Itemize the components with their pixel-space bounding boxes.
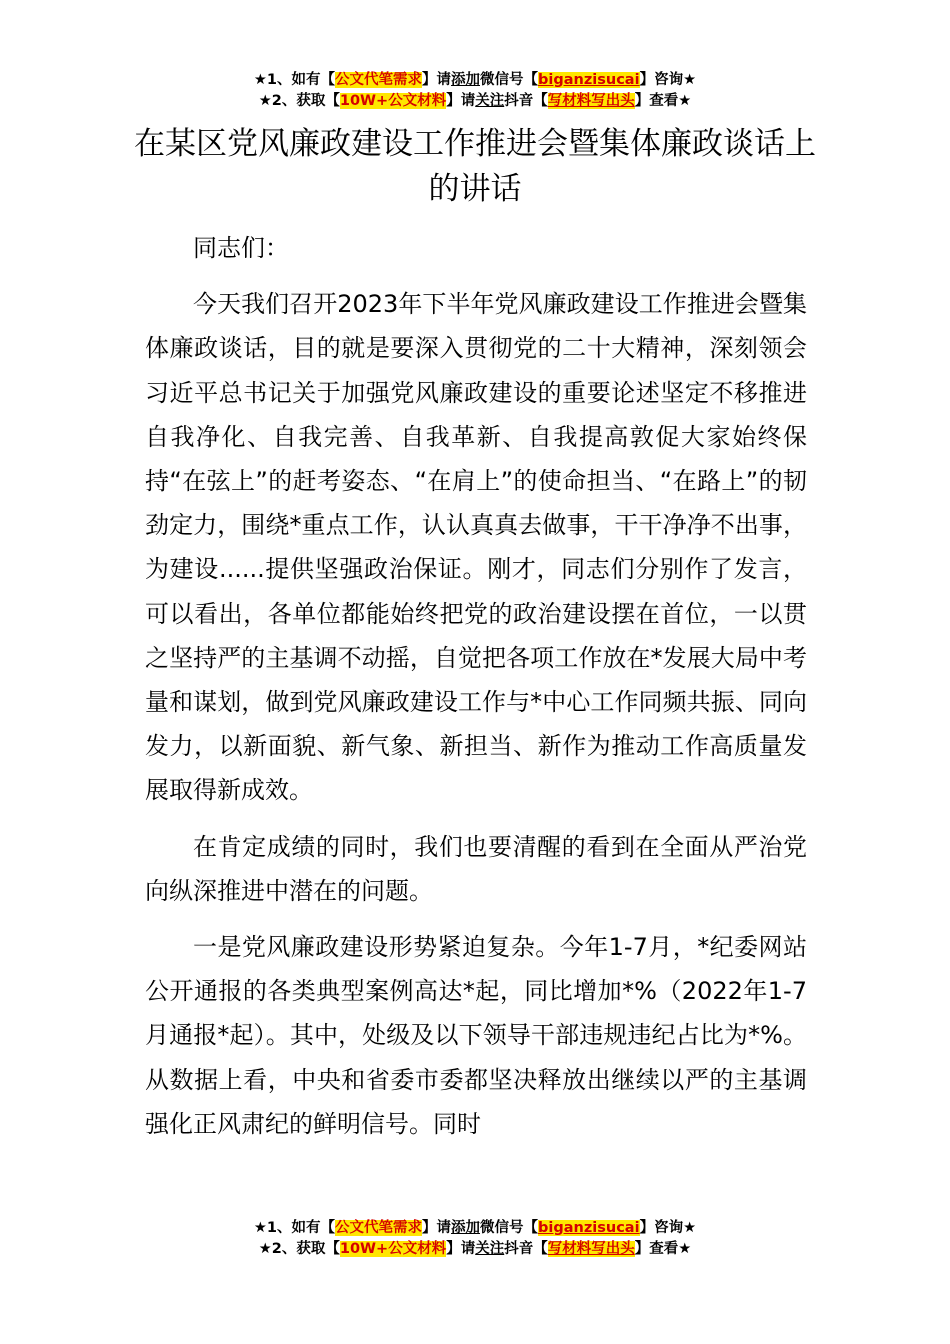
banner-text: ★2、获取【: [258, 93, 340, 109]
paragraph: 在肯定成绩的同时，我们也要清醒的看到在全面从严治党向纵深推进中潜在的问题。: [145, 832, 807, 905]
banner-text: 】查看★: [634, 93, 692, 109]
banner-text: 微信号【: [480, 72, 539, 88]
banner-text: 】查看★: [634, 1241, 692, 1257]
banner-text: 】请: [446, 93, 476, 109]
highlight-materials: 10W+公文材料: [339, 1241, 447, 1257]
banner-text: 抖音【: [504, 93, 548, 109]
banner-text: 微信号【: [480, 1220, 539, 1236]
banner-line-2: [0, 1239, 950, 1260]
highlight-service: 公文代笔需求: [335, 1220, 423, 1236]
highlight-wechat-id[interactable]: biganzisucai: [538, 1220, 640, 1236]
banner-line-1: [0, 1218, 950, 1239]
banner-text: ★1、如有【: [253, 72, 336, 88]
highlight-wechat-id[interactable]: biganzisucai: [538, 72, 640, 88]
paragraph: 一是党风廉政建设形势紧迫复杂。今年1-7月，*纪委网站公开通报的各类典型案例高达*起，同比增加*%（2022年1-7月通报*起）。其中，处级及以下领导干部违规违纪占比为*%。从数据上看，中央和省委市委都坚决释放出继续以严的主基调强化正风肃纪的鲜明信号。同时: [145, 933, 807, 1138]
banner-text-underlined: 添加: [451, 72, 481, 88]
highlight-service: 公文代笔需求: [335, 72, 423, 88]
banner-text: 】请: [422, 72, 452, 88]
footer-banner: [0, 1218, 950, 1260]
banner-text: ★2、获取【: [258, 1241, 340, 1257]
banner-text-underlined: 关注: [475, 1241, 505, 1257]
banner-line-2: [0, 91, 950, 112]
banner-text: 】请: [446, 1241, 476, 1257]
document-body: [145, 226, 807, 1158]
banner-text-underlined: 关注: [475, 93, 505, 109]
salutation: 同志们：: [193, 234, 289, 262]
highlight-douyin-account[interactable]: 写材料写出头: [547, 1241, 635, 1257]
highlight-douyin-account[interactable]: 写材料写出头: [547, 93, 635, 109]
banner-text: ★1、如有【: [253, 1220, 336, 1236]
highlight-materials: 10W+公文材料: [339, 93, 447, 109]
banner-text: 抖音【: [504, 1241, 548, 1257]
header-banner: [0, 70, 950, 112]
banner-text-underlined: 添加: [451, 1220, 481, 1236]
banner-text: 】咨询★: [639, 1220, 697, 1236]
paragraph: 今天我们召开2023年下半年党风廉政建设工作推进会暨集体廉政谈话，目的就是要深入贯彻党的二十大精神，深刻领会习近平总书记关于加强党风廉政建设的重要论述坚定不移推进自我净化、自我完善、自我革新、自我提高敦促大家始终保持“在弦上”的赶考姿态、“在肩上”的使命担当、“在路上”的韧劲定力，围绕*重点工作，认认真真去做事，干干净净不出事，为建设......提供坚强政治保证。刚才，同志们分别作了发言，可以看出，各单位都能始终把党的政治建设摆在首位，一以贯之坚持严的主基调不动摇，自觉把各项工作放在*发展大局中考量和谋划，做到党风廉政建设工作与*中心工作同频共振、同向发力，以新面貌、新气象、新担当、新作为推动工作高质量发展取得新成效。: [145, 290, 807, 805]
banner-line-1: [0, 70, 950, 91]
banner-text: 】咨询★: [639, 72, 697, 88]
document-title: 在某区党风廉政建设工作推进会暨集体廉政谈话上的讲话: [134, 126, 816, 207]
banner-text: 】请: [422, 1220, 452, 1236]
